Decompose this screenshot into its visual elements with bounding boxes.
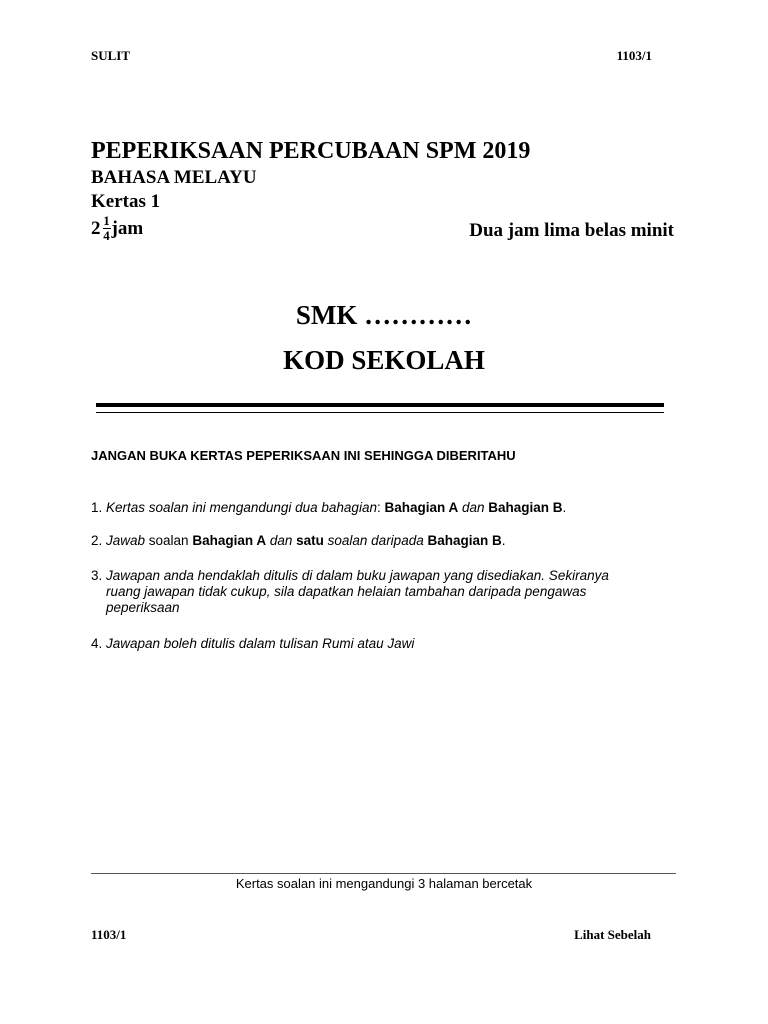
instruction-1: 1. Kertas soalan ini mengandungi dua bahagian: Bahagian A dan Bahagian B. bbox=[91, 500, 567, 515]
exam-paper: Kertas 1 bbox=[91, 191, 161, 212]
header-paper-code: 1103/1 bbox=[616, 48, 652, 63]
warning-text: JANGAN BUKA KERTAS PEPERIKSAAN INI SEHINGGA DIBERITAHU bbox=[91, 448, 516, 463]
duration-whole: 2 bbox=[91, 217, 101, 239]
instruction-3: 3. Jawapan anda hendaklah ditulis di dalam buku jawapan yang disediakan. Sekiranya ruang jawapan tidak cukup, sila dapatkan helaian tambahan daripada pengawas peperiksaan bbox=[91, 568, 609, 615]
footer-page-count-note: Kertas soalan ini mengandungi 3 halaman bercetak bbox=[235, 876, 533, 891]
exam-duration bbox=[91, 215, 143, 242]
exam-duration-words: Dua jam lima belas minit bbox=[469, 220, 674, 241]
duration-fraction bbox=[103, 215, 111, 242]
fraction-numerator: 1 bbox=[103, 213, 110, 228]
divider-thick bbox=[96, 403, 664, 407]
divider-thin bbox=[96, 412, 664, 413]
header-confidential-label: SULIT bbox=[91, 48, 131, 63]
school-code: KOD SEKOLAH bbox=[283, 345, 485, 375]
school-name: SMK ………… bbox=[295, 300, 473, 330]
duration-unit: jam bbox=[111, 217, 144, 239]
exam-subject: BAHASA MELAYU bbox=[91, 167, 257, 188]
instruction-4: 4. Jawapan boleh ditulis dalam tulisan Rumi atau Jawi bbox=[91, 636, 415, 651]
instruction-2: 2. Jawab soalan Bahagian A dan satu soalan daripada Bahagian B. bbox=[91, 533, 506, 548]
footer-divider bbox=[91, 873, 676, 874]
fraction-denominator: 4 bbox=[103, 228, 110, 243]
footer-paper-code: 1103/1 bbox=[91, 927, 127, 942]
exam-title: PEPERIKSAAN PERCUBAAN SPM 2019 bbox=[91, 138, 531, 164]
footer-turn-over: Lihat Sebelah bbox=[574, 927, 651, 942]
